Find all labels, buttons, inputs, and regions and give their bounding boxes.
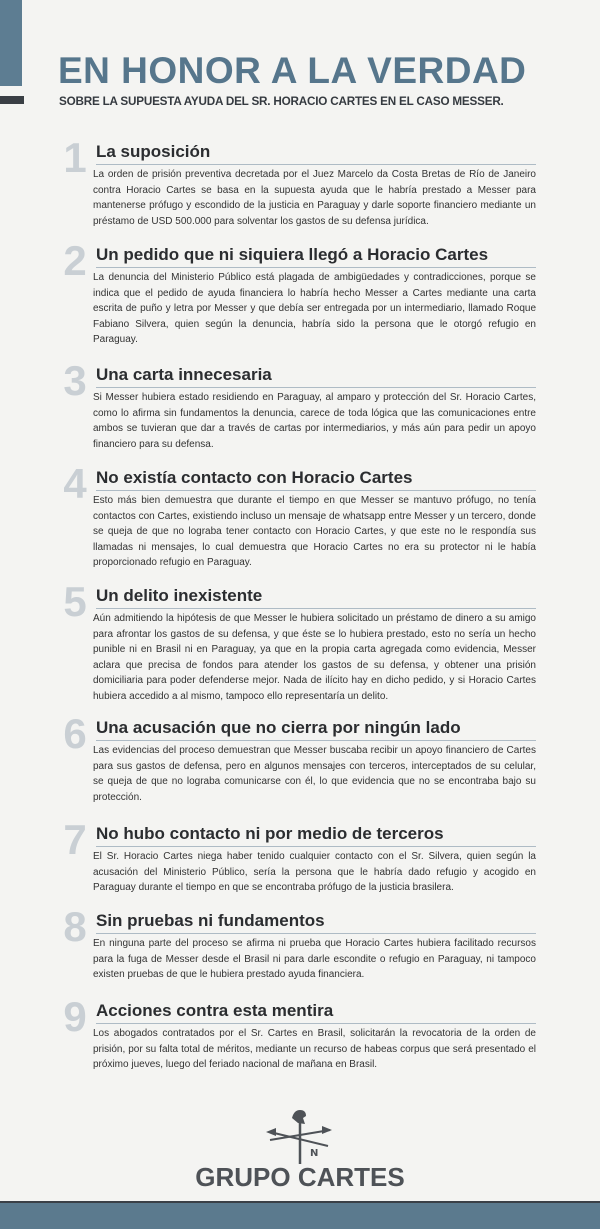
section-heading: No existía contacto con Horacio Cartes <box>96 468 536 491</box>
section-number: 9 <box>63 993 87 1040</box>
section-number: 6 <box>63 710 87 757</box>
section-2 <box>58 237 538 355</box>
top-dash-marker <box>0 96 24 104</box>
section-body: En ninguna parte del proceso se afirma ni prueba que Horacio Cartes hubiera facilitado recursos para la fuga de Messer desde el Brasil ni para darle escondite o refugio en Paraguay, ni tampoco existen pruebas de que le hubiera prestado ayuda financiera. <box>93 938 536 980</box>
top-accent-bar <box>0 0 22 86</box>
weathervane-icon <box>262 1108 338 1164</box>
brand-logo <box>0 1108 600 1192</box>
logo-text: GRUPO CARTES <box>195 1162 405 1192</box>
section-body: Esto más bien demuestra que durante el tiempo en que Messer se mantuvo prófugo, no tenía contactos con Cartes, existiendo incluso un mensaje de whatsapp entre Messer y un tercero, donde se queja de que no lograba tener contacto con Horacio Cartes, y que este no le respondía sus llamadas ni mensajes, lo cual demuestra que Horacio Cartes no era su protector ni le había proporcionado refugio en Paraguay. <box>93 495 536 568</box>
svg-text:N: N <box>310 1148 319 1159</box>
section-heading: Sin pruebas ni fundamentos <box>96 911 536 934</box>
section-body: Aún admitiendo la hipótesis de que Messer le hubiera solicitado un préstamo de dinero a su amigo para afrontar los gastos de su defensa, y que éste se lo hubiera prestado, esto no sería un hecho punible ni en Brasil ni en Paraguay, ya que en la propia carta agregada como evidencia, Messer aclara que precisa de fondos para atender los gastos de su defensa, y obtener una prisión domiciliaria para poder defenderse mejor. Nada de ilícito hay en dicho pedido, y si Horacio Cartes hubiera accedido a al mismo, tampoco ello representaría un delito. <box>93 613 536 702</box>
section-number: 1 <box>63 134 87 181</box>
section-4 <box>58 460 538 578</box>
page-title: EN HONOR A LA VERDAD <box>58 50 527 91</box>
section-body: Las evidencias del proceso demuestran que Messer buscaba recibir un apoyo financiero de Cartes para sus gastos de defensa, pero en algunos mensajes con terceros, interceptados de su celular, se queja de que no lograba comunicarse con él, lo que evidencia que no se encontraba bajo su protección. <box>93 745 536 803</box>
section-number: 8 <box>63 903 87 950</box>
section-8 <box>58 903 538 991</box>
section-heading: Una carta innecesaria <box>96 365 536 388</box>
section-9 <box>58 993 538 1081</box>
section-heading: No hubo contacto ni por medio de terceros <box>96 824 536 847</box>
section-body: El Sr. Horacio Cartes niega haber tenido cualquier contacto con el Sr. Silvera, quien según la acusación del Ministerio Público, sería la persona que le habría dado refugio y acogido en Paraguay durante el tiempo en que se encontraba prófugo de la justicia brasilera. <box>93 851 536 893</box>
section-heading: Un delito inexistente <box>96 586 536 609</box>
section-5 <box>58 578 538 706</box>
page-subtitle: SOBRE LA SUPUESTA AYUDA DEL SR. HORACIO CARTES EN EL CASO MESSER. <box>59 95 504 108</box>
section-1 <box>58 134 538 232</box>
section-heading: Una acusación que no cierra por ningún lado <box>96 718 536 741</box>
section-heading: Acciones contra esta mentira <box>96 1001 536 1024</box>
section-heading: La suposición <box>96 142 536 165</box>
section-number: 4 <box>63 460 87 507</box>
section-7 <box>58 816 538 904</box>
section-body: Los abogados contratados por el Sr. Cartes en Brasil, solicitarán la revocatoria de la orden de prisión, por su falta total de méritos, mediante un recurso de habeas corpus que será presentado el próximo jueves, luego del feriado nacional de mañana en Brasil. <box>93 1028 536 1070</box>
section-number: 2 <box>63 237 87 284</box>
section-number: 5 <box>63 578 87 625</box>
section-number: 7 <box>63 816 87 863</box>
section-heading: Un pedido que ni siquiera llegó a Horacio Cartes <box>96 245 536 268</box>
section-body: La denuncia del Ministerio Público está plagada de ambigüedades y contradicciones, porque se indica que el pedido de ayuda financiera lo habría hecho Messer a Cartes mediante una carta escrita de puño y letra por Messer y que debía ser entregada por un intermediario, llamado Roque Fabiano Silvera, quien según la denuncia, habría sido la persona que le otorgó refugio en Paraguay. <box>93 272 536 345</box>
section-number: 3 <box>63 357 87 404</box>
footer-accent-bar <box>0 1203 600 1229</box>
section-6 <box>58 710 538 813</box>
section-body: La orden de prisión preventiva decretada por el Juez Marcelo da Costa Bretas de Río de Janeiro contra Horacio Cartes se basa en la supuesta ayuda que le habría prestado a Messer para mantenerse prófugo y escondido de la justicia en Paraguay y darle soporte financiero mediante un préstamo de USD 500.000 para solventar los gastos de su defensa jurídica. <box>93 169 536 227</box>
section-body: Si Messer hubiera estado residiendo en Paraguay, al amparo y protección del Sr. Horacio Cartes, como lo afirma sin fundamentos la denuncia, carece de toda lógica que las comunicaciones entre ambos se tuvieran que dar a través de cartas por intermediarios, y más aún para pedir un apoyo financiero para su defensa. <box>93 392 536 450</box>
section-3 <box>58 357 538 455</box>
